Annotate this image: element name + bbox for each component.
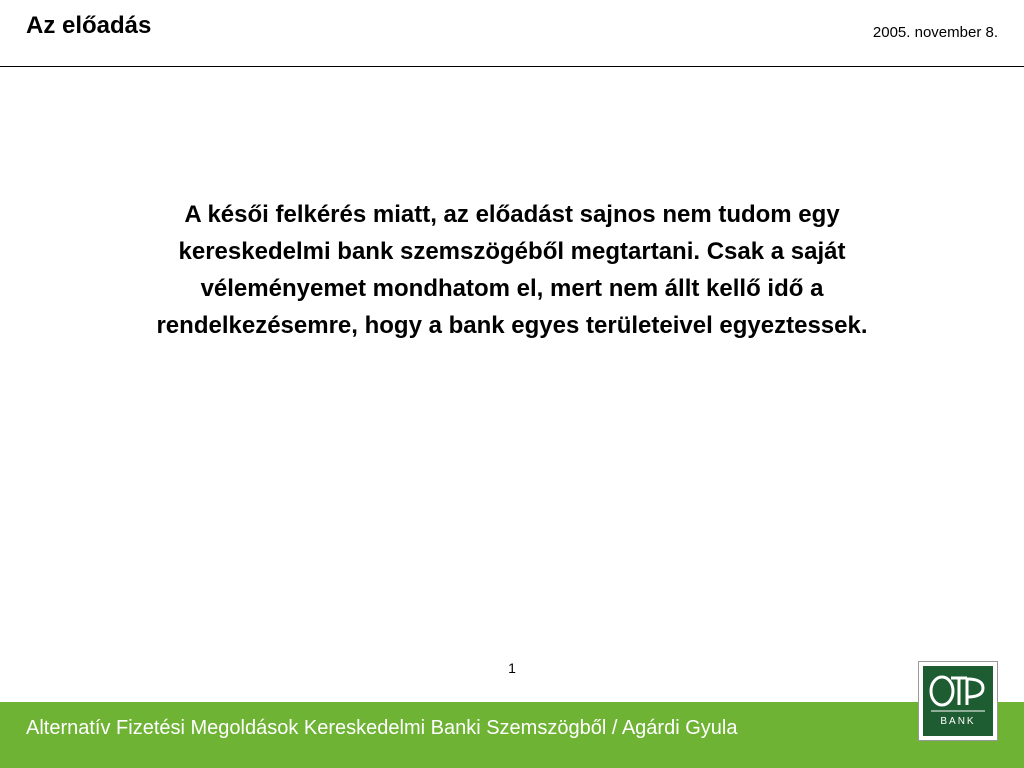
- otp-bank-logo: [918, 661, 998, 741]
- svg-text:BANK: BANK: [940, 716, 976, 727]
- header-divider: [0, 66, 1024, 67]
- otp-logo-icon: [923, 666, 993, 736]
- main-paragraph: A késői felkérés miatt, az előadást sajnos nem tudom egy kereskedelmi bank szemszögéből megtartani. Csak a saját véleményemet mondhatom el, mert nem állt kellő idő a rendelkezésemre, hogy a bank egyes területeivel egyeztessek.: [156, 201, 868, 339]
- slide-title: Az előadás: [26, 12, 152, 39]
- footer-text: Alternatív Fizetési Megoldások Kereskedelmi Banki Szemszögből / Agárdi Gyula: [26, 717, 738, 739]
- otp-logo-emblem: [922, 665, 994, 737]
- page-number: 1: [508, 660, 516, 676]
- slide-date: 2005. november 8.: [872, 24, 998, 41]
